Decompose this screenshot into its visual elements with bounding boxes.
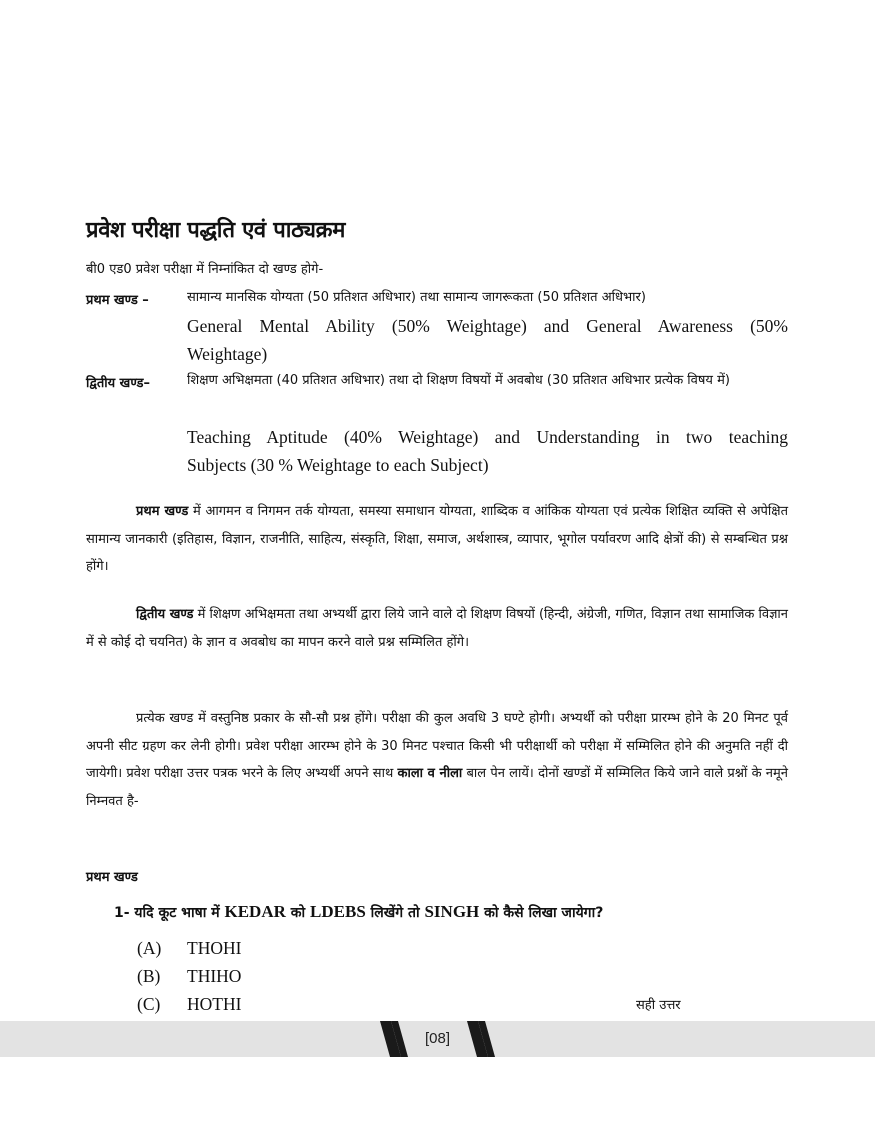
subheading: प्रथम खण्ड [86,870,138,885]
question-text-part-4: को कैसे लिखा जायेगा? [479,905,604,921]
paragraph-3-text-after: बाल पेन लायें। दोनों खण्डों में सम्मिलित किये जाने वाले प्रश्नों के नमूने निम्नवत है- [86,766,788,809]
question-number: 1- [114,905,130,921]
paragraph-3 [86,705,788,815]
paragraph-3-bold: काला व नीला [397,766,463,781]
option-b-letter: (B) [137,966,161,986]
option-a-letter: (A) [137,938,162,958]
section-1-label: प्रथम खण्ड – [86,293,149,308]
intro-text: बी0 एड0 प्रवेश परीक्षा में निम्नांकित दो खण्ड होगे- [86,262,324,277]
page-title: प्रवेश परीक्षा पद्धति एवं पाठ्यक्रम [86,218,346,243]
section-2-label: द्वितीय खण्ड– [86,376,150,391]
section-2-english-line-1: Teaching Aptitude (40% Weightage) and Understanding in two teaching [187,427,788,447]
page-number: [08] [424,1030,451,1047]
option-b-text: THIHO [187,966,242,986]
option-b [137,966,241,987]
paragraph-2-bold: द्वितीय खण्ड [136,607,194,622]
option-c [137,994,241,1015]
question-text-part-3: लिखेंगे तो [365,905,425,921]
option-c-letter: (C) [137,994,161,1014]
section-1-hindi: सामान्य मानसिक योग्यता (50 प्रतिशत अधिभार) तथा सामान्य जागरूकता (50 प्रतिशत अधिभार) [187,290,646,305]
section-2-english-line-2: Subjects (30 % Weightage to each Subject) [187,455,489,475]
section-2-hindi: शिक्षण अभिक्षमता (40 प्रतिशत अधिभार) तथा दो शिक्षण विषयों में अवबोध (30 प्रतिशत अधिभार प्रत्येक विषय में) [187,373,730,388]
paragraph-1 [86,498,788,581]
section-1-english-line-1: General Mental Ability (50% Weightage) and General Awareness (50% [187,316,788,336]
question-text-part-1: यदि कूट भाषा में [129,905,225,921]
question-1 [114,902,603,922]
correct-answer-label: सही उत्तर [636,998,681,1013]
option-a-text: THOHI [187,938,242,958]
question-text-part-2: को [285,905,311,921]
question-code-2: LDEBS [310,902,366,921]
paragraph-1-bold: प्रथम खण्ड [136,504,189,519]
option-c-text: HOTHI [187,994,242,1014]
paragraph-2 [86,601,788,656]
option-a [137,938,241,959]
paragraph-3-text-before: प्रत्येक खण्ड में वस्तुनिष्ठ प्रकार के सौ-सौ प्रश्न होंगे। परीक्षा की कुल अवधि 3 घण्टे होगी। अभ्यर्थी को परीक्षा प्रारम्भ होने के 20 मिनट पूर्व अपनी सीट ग्रहण कर लेनी होगी। प्रवेश परीक्षा आरम्भ होने के 30 मिनट पश्चात किसी भी परीक्षार्थी को परीक्षा में सम्मिलित होने की अनुमति नहीं दी जायेगी। प्रवेश परीक्षा उत्तर पत्रक भरने के लिए अभ्यर्थी अपने साथ [86,711,788,781]
question-code-3: SINGH [424,902,480,921]
section-1-english-line-2: Weightage) [187,344,268,364]
paragraph-2-text: में शिक्षण अभिक्षमता तथा अभ्यर्थी द्वारा लिये जाने वाले दो शिक्षण विषयों (हिन्दी, अंग्रेजी, गणित, विज्ञान तथा सामाजिक विज्ञान में से कोई दो चयनित) के ज्ञान व अवबोध का मापन करने वाले प्रश्न सम्मिलित होंगे। [86,607,788,650]
paragraph-1-text: में आगमन व निगमन तर्क योग्यता, समस्या समाधान योग्यता, शाब्दिक व आंकिक योग्यता एवं प्रत्येक शिक्षित व्यक्ति से अपेक्षित सामान्य जानकारी (इतिहास, विज्ञान, राजनीति, साहित्य, संस्कृति, शिक्षा, समाज, अर्थशास्त्र, व्यापार, भूगोल पर्यावरण आदि क्षेत्रों की) से सम्बन्धित प्रश्न होंगे। [86,504,788,574]
question-code-1: KEDAR [224,902,286,921]
